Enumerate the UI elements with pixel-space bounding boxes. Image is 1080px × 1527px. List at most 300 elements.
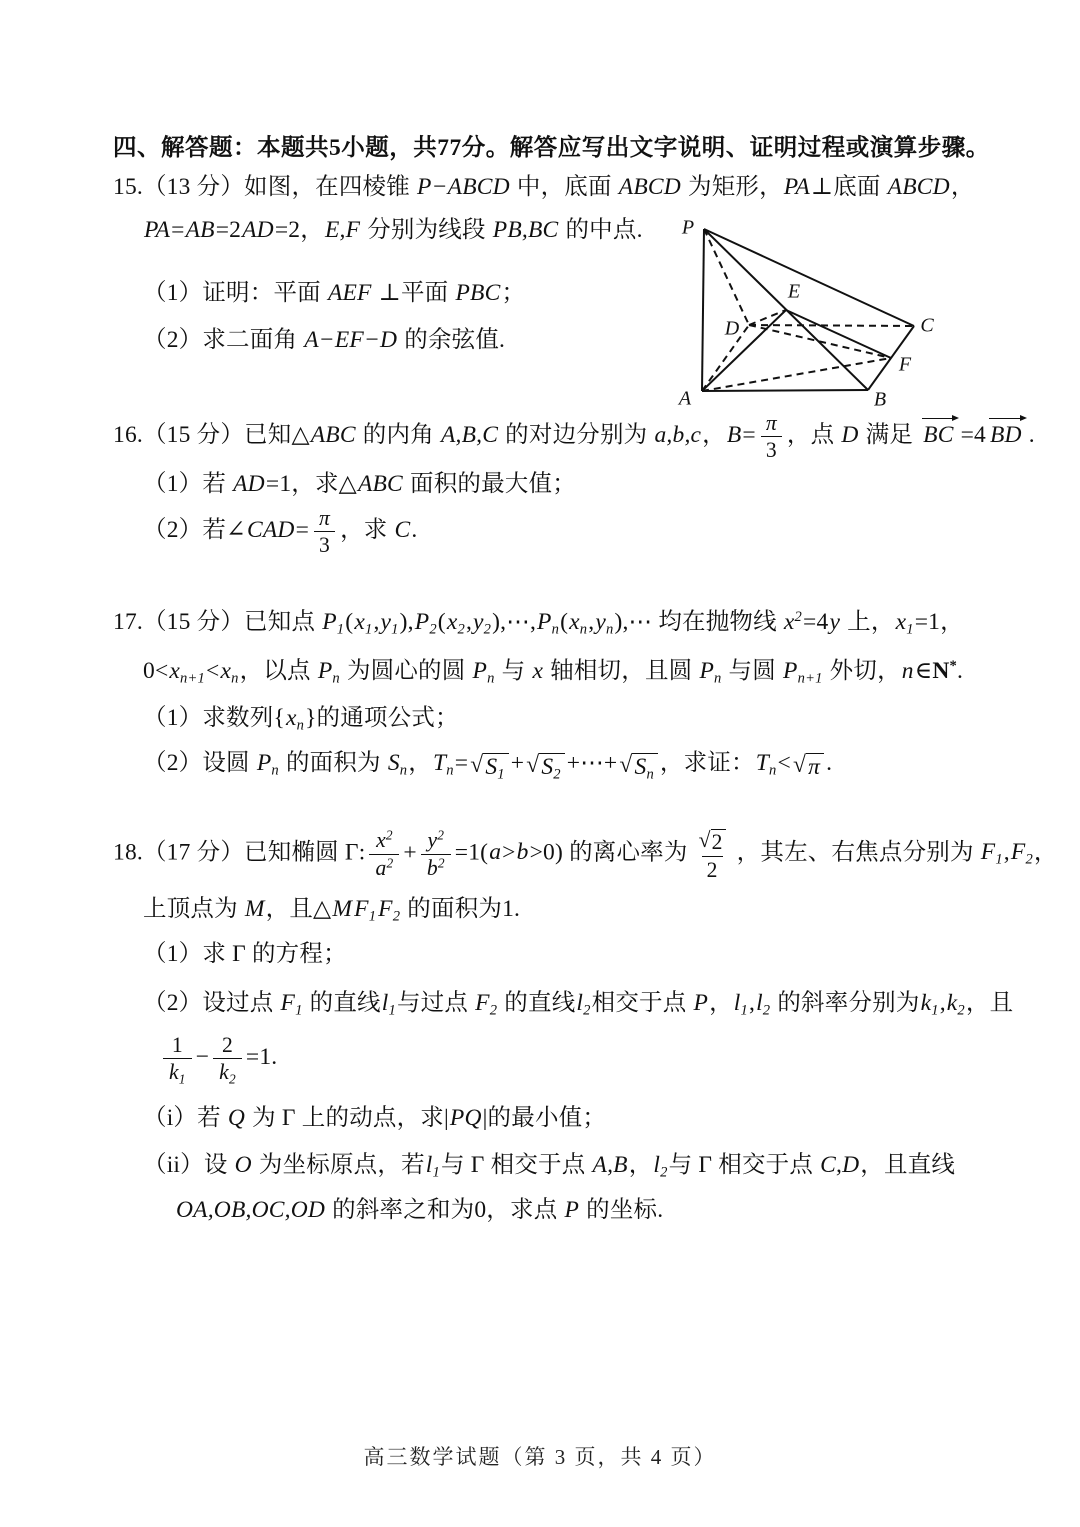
math-var: $S_1$ [485, 754, 505, 783]
text-run: 2 [711, 830, 723, 855]
fraction [421, 828, 451, 879]
section-header [113, 133, 990, 164]
text-run: , [1003, 839, 1010, 866]
math-var: PA [144, 217, 171, 244]
radical-sign: √ [619, 752, 633, 779]
subscript: 1 [995, 852, 1003, 869]
text-run: 2 [706, 857, 718, 882]
text-run: （1）求 Γ 的方程； [143, 941, 347, 968]
math-var: AEF [327, 280, 372, 307]
math-var: a,b,c [654, 422, 702, 449]
text-run: =1. [245, 1044, 278, 1071]
text-run: 的中点. [559, 217, 643, 244]
fraction-denominator [213, 1058, 242, 1087]
text-run: 四、解答题：本题共5小题，共77分。解答应写出文字说明、证明过程或演算步骤。 [113, 135, 990, 161]
math-var: π [808, 754, 821, 781]
text-run: ( [345, 608, 354, 635]
fraction-numerator [167, 1033, 188, 1058]
text-run: （1）求数列{ [143, 705, 285, 731]
math-var: $l_1$ [381, 990, 396, 1019]
radical-sign: √ [792, 752, 807, 779]
text-run: , [588, 608, 595, 635]
math-var: $l_1$ [733, 990, 748, 1019]
figure-edge-AB [702, 390, 868, 391]
math-var: P [564, 1196, 580, 1223]
text-run: 的面积为1. [401, 896, 521, 923]
text-run: >0) 的离心率为 [529, 839, 688, 866]
text-run: 的直线 [303, 990, 381, 1017]
text-run: + [510, 750, 525, 777]
text-run: ，点 [786, 422, 841, 449]
fraction-denominator [369, 854, 399, 880]
figure-label-C: C [920, 314, 934, 337]
text-run: . [1028, 422, 1035, 449]
text-run: 2 [222, 1033, 234, 1058]
text-run: 满足 [859, 422, 920, 449]
math-var: $P_n$ [472, 657, 495, 687]
text-run: （2）设圆 [143, 750, 256, 777]
problem-15-line-1 [113, 172, 983, 203]
figure-edge-CP [704, 229, 914, 326]
figure-label-D: D [724, 317, 740, 340]
math-var: $T_n$ [755, 750, 777, 779]
problem-15-figure [652, 203, 954, 420]
fraction-numerator [313, 506, 336, 531]
math-var: ABC [357, 470, 403, 497]
text-run: 的斜率之和为0，求点 [326, 1196, 564, 1223]
text-run: 轴相切，且圆 [544, 657, 699, 684]
math-var: $x^2$ [376, 827, 393, 853]
math-var: $l_2$ [756, 990, 771, 1019]
vector-expression: BC [922, 417, 956, 451]
text-run: 3 [319, 532, 331, 557]
text-run: ，且△ [265, 896, 332, 923]
math-var: $P_n$ [256, 750, 279, 779]
text-run: （ii）设 [143, 1151, 234, 1178]
math-var: PB,BC [492, 217, 559, 244]
radical-sign: √ [526, 752, 540, 779]
text-run: < [777, 750, 791, 777]
math-var: $F_2$ [1010, 839, 1033, 869]
subscript: 2 [429, 621, 437, 638]
subscript: 2 [553, 766, 561, 783]
text-run: − [195, 1044, 210, 1071]
fraction [163, 1033, 192, 1087]
math-var: $y_1$ [380, 608, 399, 638]
math-var: Q [227, 1104, 246, 1131]
text-run: 3 [765, 438, 777, 463]
math-var: $T_n$ [432, 750, 454, 779]
math-var: $k_1$ [169, 1060, 186, 1087]
math-var: ABCD [618, 174, 681, 201]
sqrt-expression [793, 753, 824, 781]
text-run: ，以点 [239, 657, 317, 684]
text-run: 的斜率分别为 [771, 990, 920, 1017]
subscript: n [605, 621, 614, 638]
subscript: n+1 [180, 670, 206, 687]
text-run: . [411, 516, 418, 543]
text-run: （1）证明：平面 [143, 280, 327, 307]
fraction [213, 1033, 242, 1087]
subscript: 1 [295, 1002, 303, 1019]
problem-16-line-2 [143, 469, 983, 500]
text-run: 上顶点为 [143, 896, 244, 923]
subscript: n [399, 762, 408, 779]
text-run: =1， [914, 608, 964, 635]
text-run: < [206, 657, 220, 684]
math-var: $x_2$ [446, 608, 465, 638]
text-run: > [502, 839, 516, 866]
subscript: 2 [228, 1071, 236, 1087]
subscript: n [231, 670, 239, 687]
math-var: $S_2$ [541, 754, 561, 783]
text-run: 与圆 [722, 657, 783, 684]
math-var: $l_2$ [576, 990, 591, 1019]
problem-18-line-3 [143, 939, 983, 970]
math-var: $y_n$ [595, 608, 614, 638]
problem-18-line-7 [143, 1150, 983, 1181]
figure-edge-PD-hidden [704, 229, 749, 325]
math-var: $k_2$ [219, 1060, 236, 1087]
radical-sign: √ [698, 828, 711, 853]
subscript: n [446, 762, 454, 779]
text-run: 的面积为 [279, 750, 387, 777]
fraction-numerator [217, 1033, 238, 1058]
math-var: $P_n$ [537, 608, 560, 638]
superscript: 2 [437, 827, 445, 843]
text-run: 面积的最大值； [403, 470, 576, 497]
text-run: 1 [171, 1033, 183, 1058]
text-run: 上， [841, 608, 895, 635]
problem-16-line-3 [143, 506, 983, 557]
math-var: C [394, 516, 411, 543]
fraction [692, 826, 733, 882]
subscript: 2 [483, 621, 492, 638]
figure-label-A: A [678, 387, 692, 410]
text-run: 为坐标原点，若 [252, 1151, 425, 1178]
math-var: P [693, 990, 709, 1017]
fraction [369, 828, 399, 879]
text-run: ，且直线 [860, 1151, 956, 1178]
math-var: $F_1$ [280, 990, 303, 1019]
text-run: 与 Γ 相交于点 [441, 1151, 592, 1178]
text-run: 相交于点 [591, 990, 693, 1017]
text-run: ⊥平面 [372, 280, 455, 307]
radicand [632, 753, 657, 781]
subscript: 1 [391, 621, 399, 638]
text-run: N* [932, 657, 958, 684]
radicand [806, 753, 824, 781]
math-var: PBC [455, 280, 501, 307]
superscript: 2 [794, 608, 803, 625]
subscript: 2 [457, 621, 465, 638]
problem-17 [113, 607, 983, 781]
problem-18-line-8 [175, 1195, 983, 1226]
fraction-denominator [163, 1058, 192, 1087]
math-var: n [901, 657, 914, 684]
math-var: $b^2$ [426, 855, 445, 880]
subscript: 2 [583, 1002, 591, 1019]
text-run: ，其左、右焦点分别为 [736, 839, 980, 866]
math-var: $l_1$ [425, 1151, 441, 1181]
text-run: （i）若 [143, 1104, 227, 1131]
math-var: $P_n$ [699, 657, 722, 687]
subscript: n [579, 621, 588, 638]
math-var: $k_1$ [920, 990, 939, 1019]
text-run: 0< [143, 657, 169, 684]
figure-label-E: E [787, 280, 801, 303]
figure-edge-DC-hidden [749, 325, 914, 326]
subscript: 2 [957, 1002, 965, 1019]
fraction-numerator [370, 828, 399, 853]
math-var: CAD [246, 516, 295, 543]
text-run: . [957, 657, 964, 684]
math-var: $x_1$ [895, 608, 914, 638]
text-run: , [465, 608, 473, 635]
math-var: E,F [324, 217, 361, 244]
text-run: 15.（13 分）如图，在四棱锥 [113, 174, 417, 201]
text-run: , [939, 990, 946, 1017]
problem-18-line-2 [143, 894, 983, 925]
text-run: ； [501, 280, 526, 307]
math-var: M [332, 896, 353, 923]
math-var: OA,OB,OC,OD [176, 1196, 326, 1223]
math-var: $x_n$ [285, 705, 305, 734]
problem-18-line-5 [159, 1033, 983, 1087]
figure-label-P: P [681, 216, 695, 239]
vector-expression: BD [989, 417, 1025, 451]
text-run: =2， [274, 217, 324, 244]
text-run: 与过点 [396, 990, 475, 1017]
math-var: B [726, 422, 742, 449]
math-var: AD [242, 217, 274, 244]
text-run: ),⋯, [492, 608, 537, 635]
text-run: , [373, 608, 380, 635]
subscript: n [714, 670, 722, 687]
text-run: ， [628, 1151, 653, 1178]
text-run: 为圆心的圆 [340, 657, 472, 684]
text-run: 16.（15 分）已知△ [113, 422, 310, 449]
fraction-denominator [314, 531, 335, 557]
math-var: π [765, 411, 777, 436]
sqrt-expression [699, 829, 726, 855]
subscript: 1 [931, 1002, 939, 1019]
text-run: 的对边分别为 [499, 422, 654, 449]
subscript: 1 [497, 766, 505, 783]
text-run: 的余弦值. [398, 327, 506, 354]
text-run: 与 [495, 657, 532, 684]
text-run: ， [950, 174, 975, 201]
text-run: 为矩形， [681, 174, 783, 201]
math-var: $x^2$ [783, 608, 803, 635]
text-run: ，且 [965, 990, 1014, 1017]
text-run: ),⋯ 均在抛物线 [614, 608, 783, 635]
text-run: , [748, 990, 756, 1017]
math-var: P−ABCD [417, 174, 510, 201]
problem-18-line-4 [143, 988, 1014, 1019]
text-run: =4 [803, 608, 829, 635]
subscript: 1 [178, 1071, 186, 1087]
subscript: n [487, 670, 495, 687]
text-run: ， [1033, 839, 1058, 866]
superscript: 2 [386, 855, 394, 871]
text-run: 的坐标. [580, 1196, 664, 1223]
math-var: $l_2$ [653, 1151, 668, 1181]
problem-18 [113, 826, 1058, 1226]
math-var: AD [233, 470, 265, 497]
page-footer: 高三数学试题（第 3 页，共 4 页） [363, 1445, 717, 1469]
math-var: y [829, 608, 841, 635]
text-run: ( [560, 608, 569, 635]
problem-18-line-6 [143, 1103, 983, 1134]
math-var: A,B,C [440, 422, 499, 449]
math-var: x [532, 657, 544, 684]
radical-sign: √ [470, 752, 484, 779]
text-run: 中，底面 [510, 174, 618, 201]
text-run: ∈ [914, 657, 933, 684]
problem-16 [113, 411, 1035, 557]
superscript: 2 [385, 827, 393, 843]
text-run: ), [399, 608, 414, 635]
fraction-denominator [761, 436, 782, 462]
math-var: PA [783, 174, 810, 201]
pyramid-figure-svg [652, 203, 954, 420]
problem-17-line-1 [113, 607, 983, 638]
math-var: $x_1$ [354, 608, 373, 638]
text-run: + [403, 839, 417, 866]
text-run: = [742, 422, 756, 449]
subscript: 2 [762, 1002, 771, 1019]
text-run: 18.（17 分）已知椭圆 Γ: [113, 839, 366, 866]
fraction-denominator [702, 856, 723, 882]
subscript: 1 [388, 1002, 396, 1019]
math-var: M [244, 896, 265, 923]
math-var: $P_{n+1}$ [783, 657, 823, 687]
math-var: $x_{n+1}$ [169, 657, 206, 687]
subscript: 2 [660, 1164, 668, 1181]
math-var: $F_1$ [980, 839, 1003, 869]
radicand [539, 753, 564, 781]
text-run: =1( [454, 839, 489, 866]
math-var: AB [185, 217, 215, 244]
math-var: $k_2$ [946, 990, 965, 1019]
subscript: 1 [906, 621, 914, 638]
math-var: $P_1$ [322, 608, 345, 638]
subscript: 2 [489, 1002, 498, 1019]
text-run: ( [437, 608, 446, 635]
math-var: $F_1$ [354, 896, 377, 925]
text-run: |的最小值； [482, 1104, 607, 1131]
subscript: n+1 [797, 670, 823, 687]
sqrt-expression [470, 753, 509, 781]
math-var: C,D [820, 1151, 860, 1178]
radicand [711, 829, 726, 855]
text-run: = [454, 750, 469, 777]
math-var: $a^2$ [375, 855, 394, 880]
fraction-denominator [421, 854, 451, 880]
subscript: 1 [336, 621, 345, 638]
subscript: n [332, 670, 340, 687]
fraction-numerator [692, 826, 733, 856]
text-run: （2）若∠ [143, 516, 246, 543]
math-var: A−EF−D [304, 327, 398, 354]
figure-edge-EF [786, 310, 891, 358]
subscript: n [769, 762, 777, 779]
text-run: ⊥底面 [810, 174, 887, 201]
math-var: ABC [310, 422, 356, 449]
sqrt-expression [526, 753, 565, 781]
text-run: = [295, 516, 310, 543]
text-run: }的通项公式； [305, 705, 459, 731]
subscript: 1 [364, 621, 373, 638]
subscript: 2 [392, 908, 401, 925]
problem-17-line-3 [143, 703, 983, 734]
text-run: ，求 [340, 516, 394, 543]
math-var: ABCD [887, 174, 950, 201]
subscript: 2 [1025, 852, 1033, 869]
text-run: ， [709, 990, 733, 1017]
math-var: $x_n$ [569, 608, 588, 638]
subscript: n [271, 762, 279, 779]
text-run: （2）求二面角 [143, 327, 304, 354]
text-run: 外切， [823, 657, 901, 684]
math-var: $y_2$ [473, 608, 492, 638]
problem-17-line-4 [143, 748, 983, 781]
math-var: $F_2$ [378, 896, 401, 925]
text-run: 为 Γ 上的动点，求| [246, 1104, 449, 1131]
superscript: * [949, 657, 958, 674]
figure-edge-DF-hidden [749, 325, 891, 358]
text-run: =1，求△ [265, 470, 357, 497]
subscript: n [646, 766, 654, 783]
math-var: a [489, 839, 502, 866]
math-var: PQ [449, 1104, 482, 1131]
text-run: =2 [215, 217, 242, 244]
text-run: . [826, 750, 833, 777]
superscript: 2 [437, 855, 445, 871]
math-var: $x_n$ [220, 657, 239, 687]
math-var: $S_n$ [634, 754, 654, 783]
math-var: $y^2$ [427, 827, 445, 853]
math-var: π [319, 505, 331, 530]
text-run: ， [702, 422, 726, 449]
text-run: 与 Γ 相交于点 [668, 1151, 820, 1178]
figure-edge-DE-hidden [749, 310, 786, 325]
math-var: $F_2$ [475, 990, 498, 1019]
subscript: 1 [432, 1164, 441, 1181]
text-run: +⋯+ [566, 750, 618, 777]
text-run: 的内角 [356, 422, 440, 449]
text-run: 的直线 [498, 990, 576, 1017]
math-var: b [516, 839, 529, 866]
text-run: =4 [960, 422, 986, 449]
text-run: 分别为线段 [361, 217, 492, 244]
text-run: ， [408, 750, 432, 777]
fraction-numerator [421, 828, 450, 853]
problem-18-line-1 [113, 826, 1058, 882]
text-run: ，求证： [659, 750, 755, 777]
radicand [483, 753, 508, 781]
fraction [313, 506, 336, 557]
math-var: O [234, 1151, 252, 1178]
figure-label-B: B [873, 388, 887, 411]
math-var: $P_2$ [414, 608, 437, 638]
figure-edge-PA [702, 229, 704, 391]
subscript: 1 [740, 1002, 748, 1019]
figure-label-F: F [898, 353, 912, 376]
subscript: n [296, 717, 305, 734]
text-run: 17.（15 分）已知点 [113, 608, 322, 635]
